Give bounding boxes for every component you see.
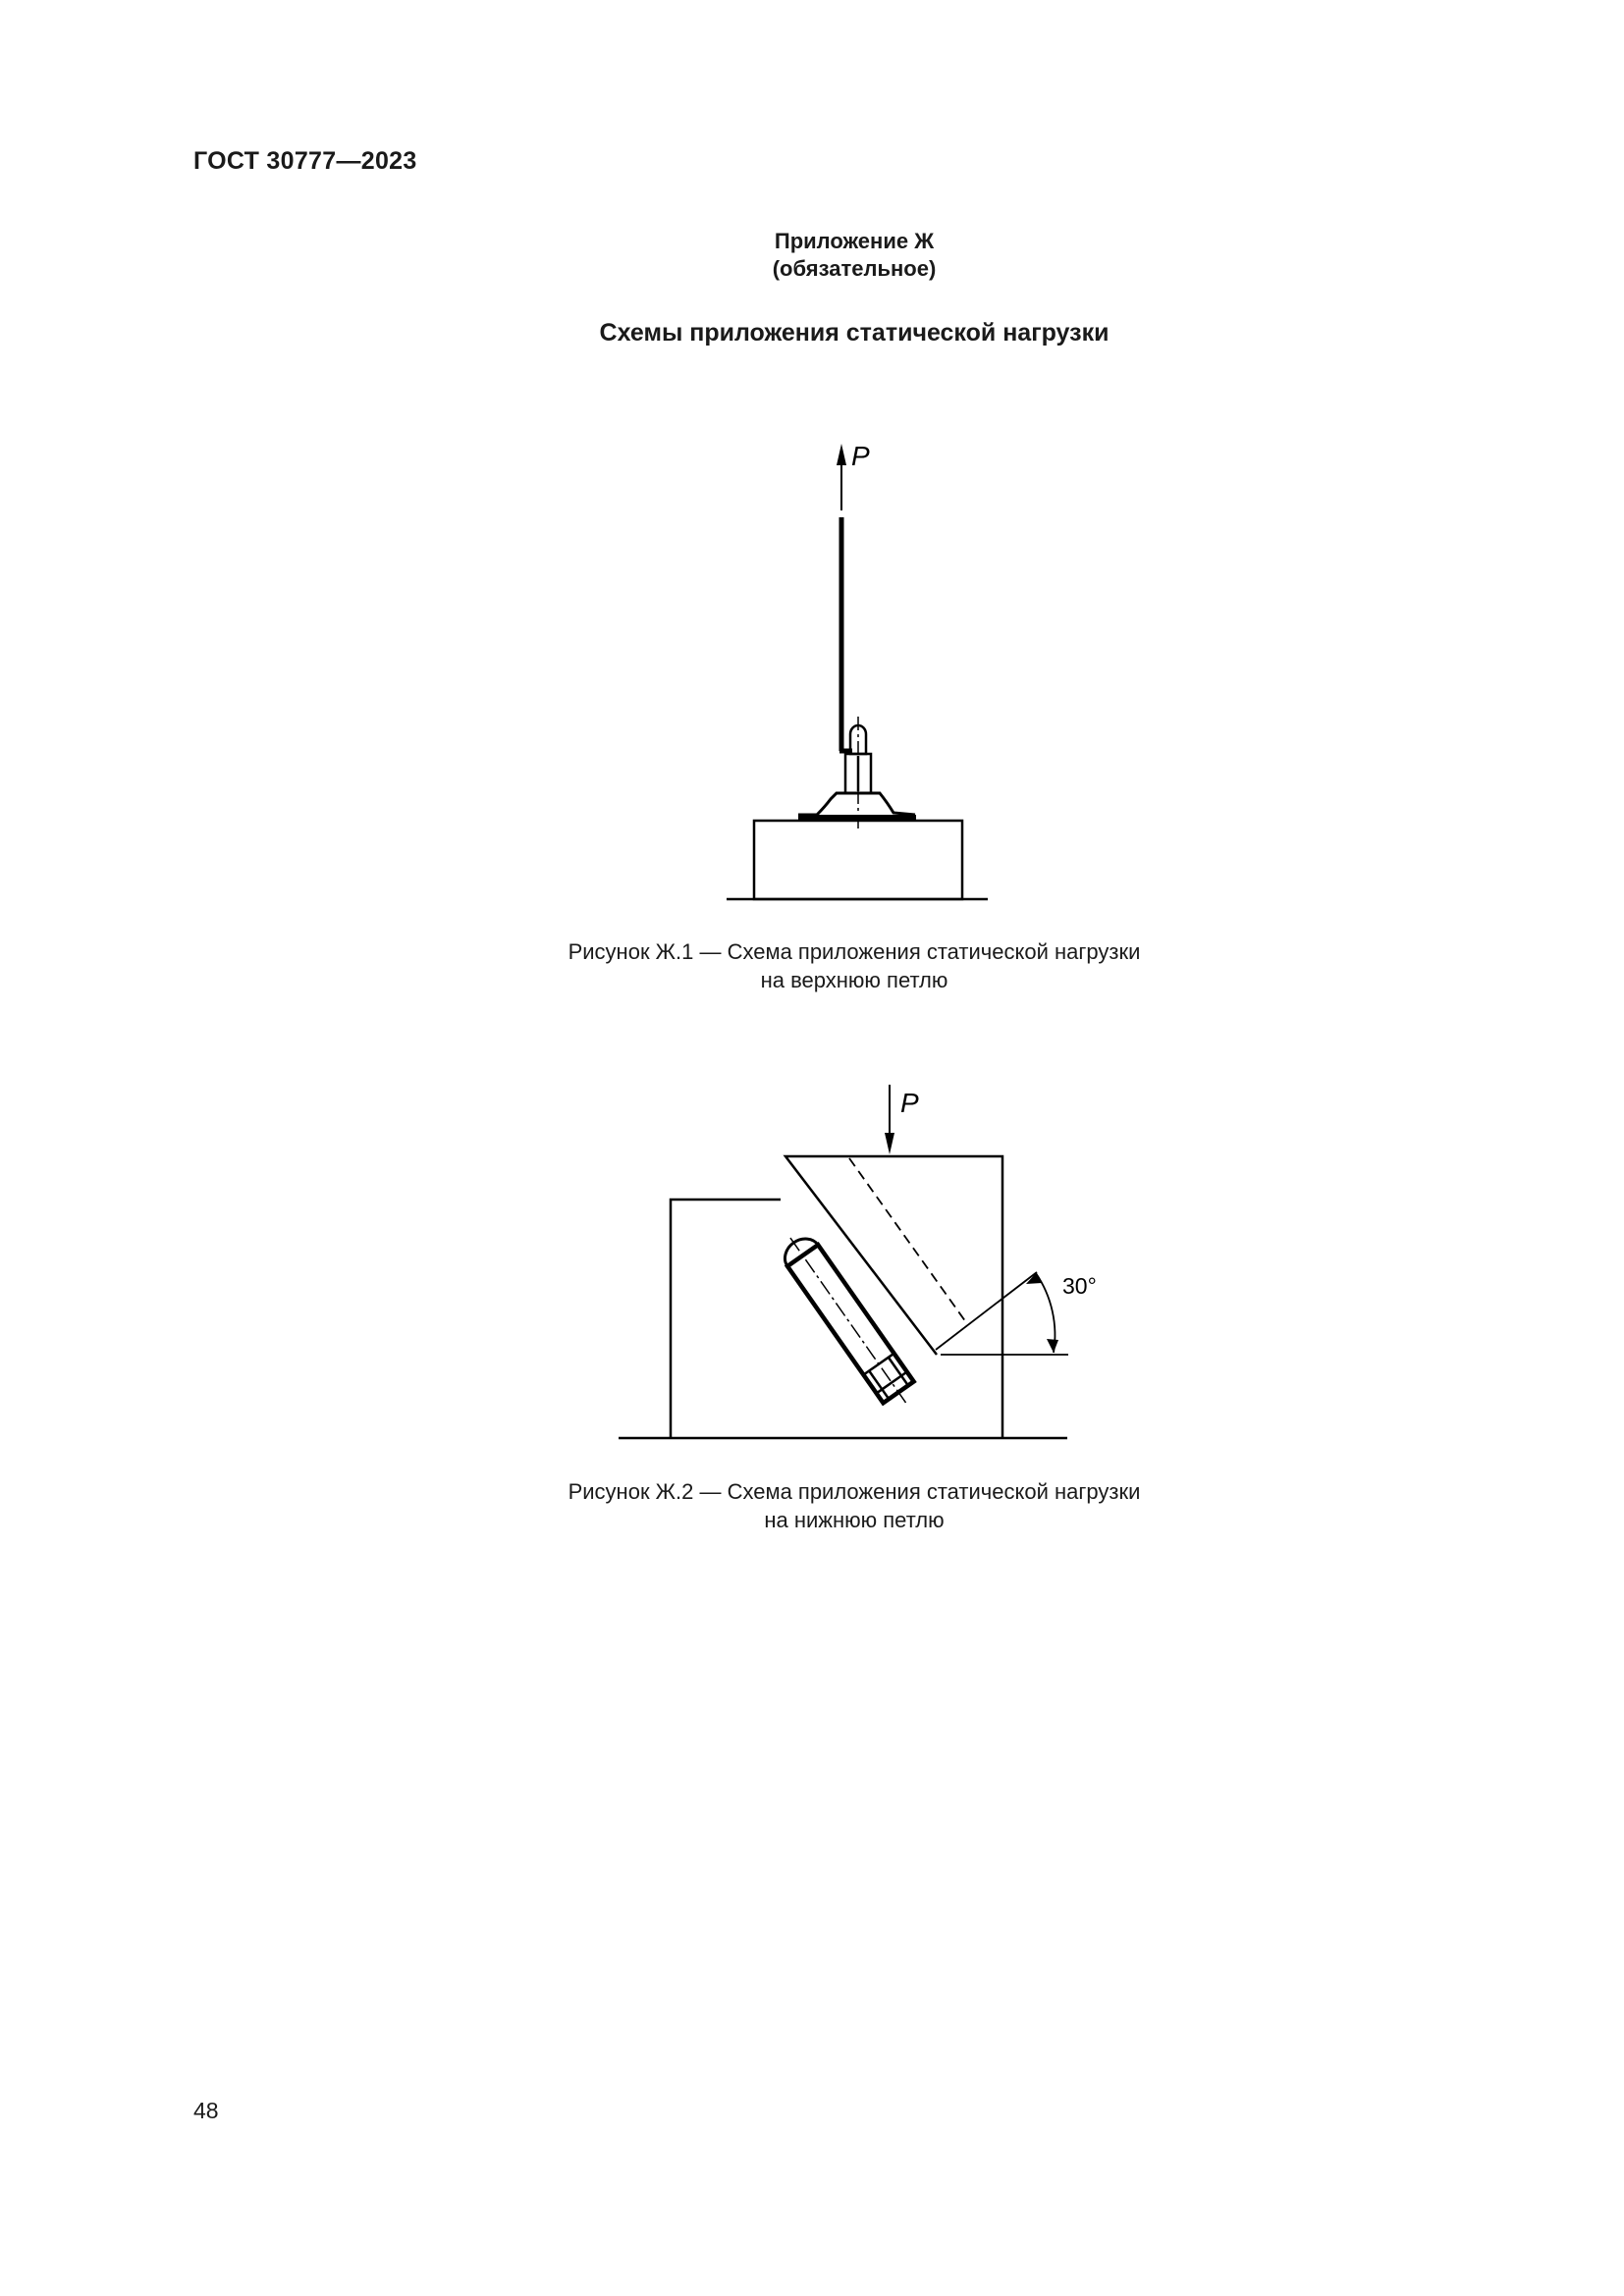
annex-status: (обязательное) [772, 256, 937, 281]
figure-2-caption [0, 1477, 1624, 1534]
left-block [671, 1200, 781, 1438]
document-code: ГОСТ 30777—2023 [193, 147, 417, 175]
annex-title: Приложение Ж [774, 229, 935, 253]
section-title: Схемы приложения статической нагрузки [599, 319, 1110, 347]
page-number: 48 [193, 2098, 219, 2123]
force-arrow-2 [885, 1085, 894, 1154]
figure-2-caption-line1: Рисунок Ж.2 — Схема приложения статической нагрузки [568, 1479, 1141, 1504]
angle-label: 30° [1062, 1273, 1097, 1299]
force-label-2: P [900, 1088, 919, 1118]
hinge-lower [775, 1227, 922, 1415]
figure-1-caption-line1: Рисунок Ж.1 — Схема приложения статической нагрузки [568, 939, 1141, 964]
hidden-edge [849, 1158, 968, 1325]
figure-2-caption-line2: на нижнюю петлю [764, 1508, 945, 1532]
figure-1-caption-line2: на верхнюю петлю [760, 968, 948, 992]
force-label: P [851, 441, 870, 471]
